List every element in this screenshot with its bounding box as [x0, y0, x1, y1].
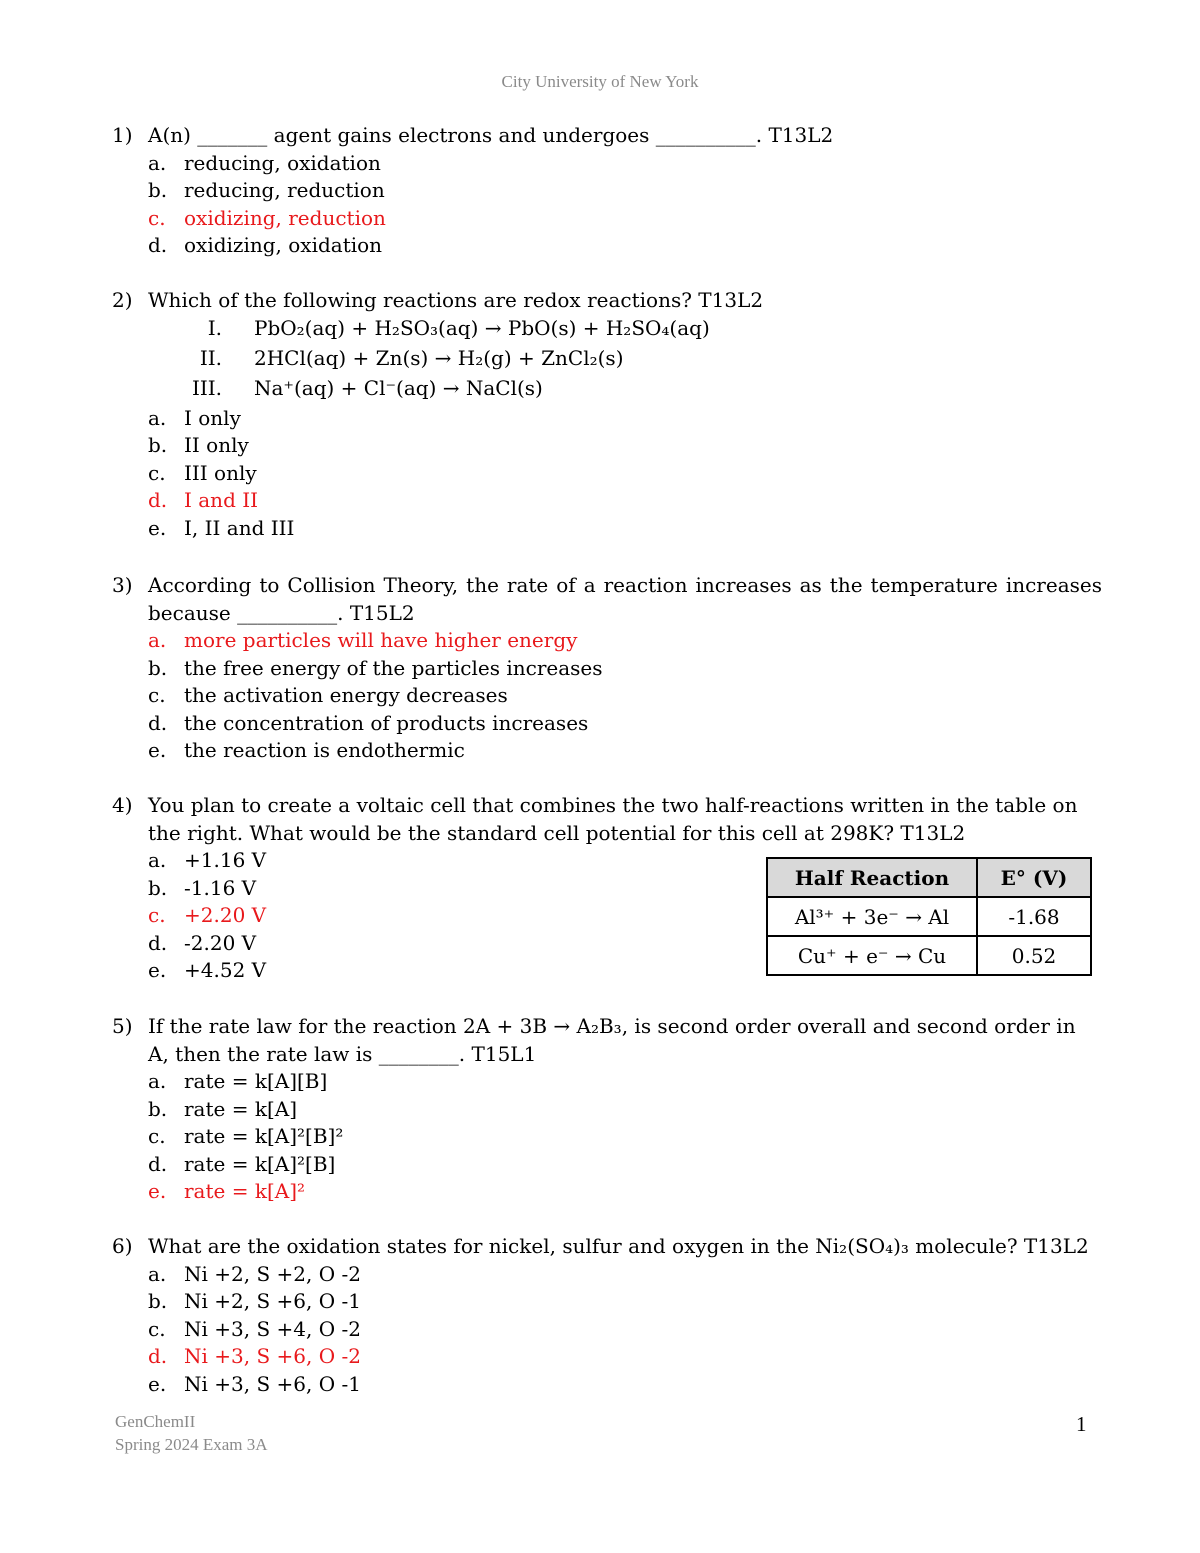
- question-number: 4): [112, 793, 133, 817]
- question-text: Which of the following reactions are redox reactions? T13L2: [148, 288, 764, 312]
- table-row: [767, 897, 1091, 936]
- option-d-correct: d. Ni +3, S +6, O -2: [148, 1344, 361, 1368]
- option-e: e. Ni +3, S +6, O -1: [148, 1371, 361, 1396]
- reaction-2: II. 2HCl(aq) + Zn(s) → H₂(g) + ZnCl₂(s): [199, 345, 624, 370]
- option-e: e. the reaction is endothermic: [148, 738, 465, 762]
- option-c-correct: c. oxidizing, reduction: [148, 205, 386, 230]
- option-a: a. Ni +2, S +2, O -2: [148, 1261, 361, 1286]
- option-e: e. +4.52 V: [148, 958, 267, 982]
- option-b: b. Ni +2, S +6, O -1: [148, 1289, 361, 1313]
- question-number: 5): [112, 1014, 133, 1038]
- question-number: 1): [112, 123, 133, 147]
- option-e-correct: e. rate = k[A]²: [148, 1179, 306, 1203]
- option-c: c. Ni +3, S +4, O -2: [148, 1316, 361, 1341]
- footer-course: GenChemII: [115, 1412, 196, 1431]
- option-d: d. oxidizing, oxidation: [148, 233, 383, 257]
- table-cell: Cu⁺ + e⁻ → Cu: [767, 936, 977, 975]
- question-number: 2): [112, 288, 133, 312]
- table-row: [767, 936, 1091, 975]
- half-reaction-table: [766, 857, 1092, 976]
- option-a: a. +1.16 V: [148, 848, 267, 872]
- question-number: 3): [112, 573, 133, 597]
- option-c: c. the activation energy decreases: [148, 683, 508, 707]
- question-1: [112, 122, 1102, 260]
- table-cell: -1.68: [977, 897, 1091, 936]
- option-a: a. reducing, oxidation: [148, 150, 381, 175]
- question-2: [112, 287, 1102, 542]
- option-a: a. I only: [148, 405, 241, 430]
- option-b: b. the free energy of the particles increases: [148, 655, 603, 680]
- option-b: b. rate = k[A]: [148, 1096, 297, 1121]
- option-c: c. rate = k[A]²[B]²: [148, 1124, 344, 1148]
- option-c-correct: c. +2.20 V: [148, 903, 267, 927]
- table-header-cell: Half Reaction: [767, 858, 977, 897]
- reaction-3: III. Na⁺(aq) + Cl⁻(aq) → NaCl(s): [191, 375, 543, 400]
- footer-exam: Spring 2024 Exam 3A: [115, 1435, 268, 1454]
- question-text: A(n) _______ agent gains electrons and undergoes __________. T13L2: [148, 123, 834, 147]
- question-text: If the rate law for the reaction 2A + 3B → A₂B₃, is second order overall and second order in A, then the rate law is ________. T15L1: [148, 1014, 1076, 1066]
- question-3: [112, 572, 1102, 765]
- option-a-correct: a. more particles will have higher energy: [148, 628, 578, 652]
- option-d: d. rate = k[A]²[B]: [148, 1151, 336, 1176]
- option-b: b. -1.16 V: [148, 875, 257, 900]
- option-d-correct: d. I and II: [148, 488, 259, 512]
- option-c: c. III only: [148, 460, 257, 485]
- table-cell: Al³⁺ + 3e⁻ → Al: [767, 897, 977, 936]
- question-text: According to Collision Theory, the rate of a reaction increases as the temperature increases because __________. T15L2: [148, 573, 1102, 625]
- question-5: [112, 1013, 1102, 1206]
- question-text: You plan to create a voltaic cell that combines the two half-reactions written in the table on the right. What would be the standard cell potential for this cell at 298K? T13L2: [148, 793, 1078, 845]
- table-header-cell: E° (V): [977, 858, 1091, 897]
- page-number: 1: [1076, 1412, 1087, 1436]
- option-d: d. the concentration of products increases: [148, 710, 589, 735]
- table-cell: 0.52: [977, 936, 1091, 975]
- table-header-row: [767, 858, 1091, 897]
- question-6: [112, 1233, 1102, 1398]
- option-b: b. reducing, reduction: [148, 178, 385, 202]
- option-a: a. rate = k[A][B]: [148, 1069, 328, 1093]
- option-e: e. I, II and III: [148, 515, 295, 540]
- option-b: b. II only: [148, 433, 249, 457]
- option-d: d. -2.20 V: [148, 930, 257, 955]
- reaction-1: I. PbO₂(aq) + H₂SO₃(aq) → PbO(s) + H₂SO₄(aq): [207, 315, 710, 340]
- page-header: City University of New York: [501, 72, 699, 91]
- question-number: 6): [112, 1234, 133, 1258]
- question-text: What are the oxidation states for nickel, sulfur and oxygen in the Ni₂(SO₄)₃ molecule? T13L2: [148, 1234, 1089, 1258]
